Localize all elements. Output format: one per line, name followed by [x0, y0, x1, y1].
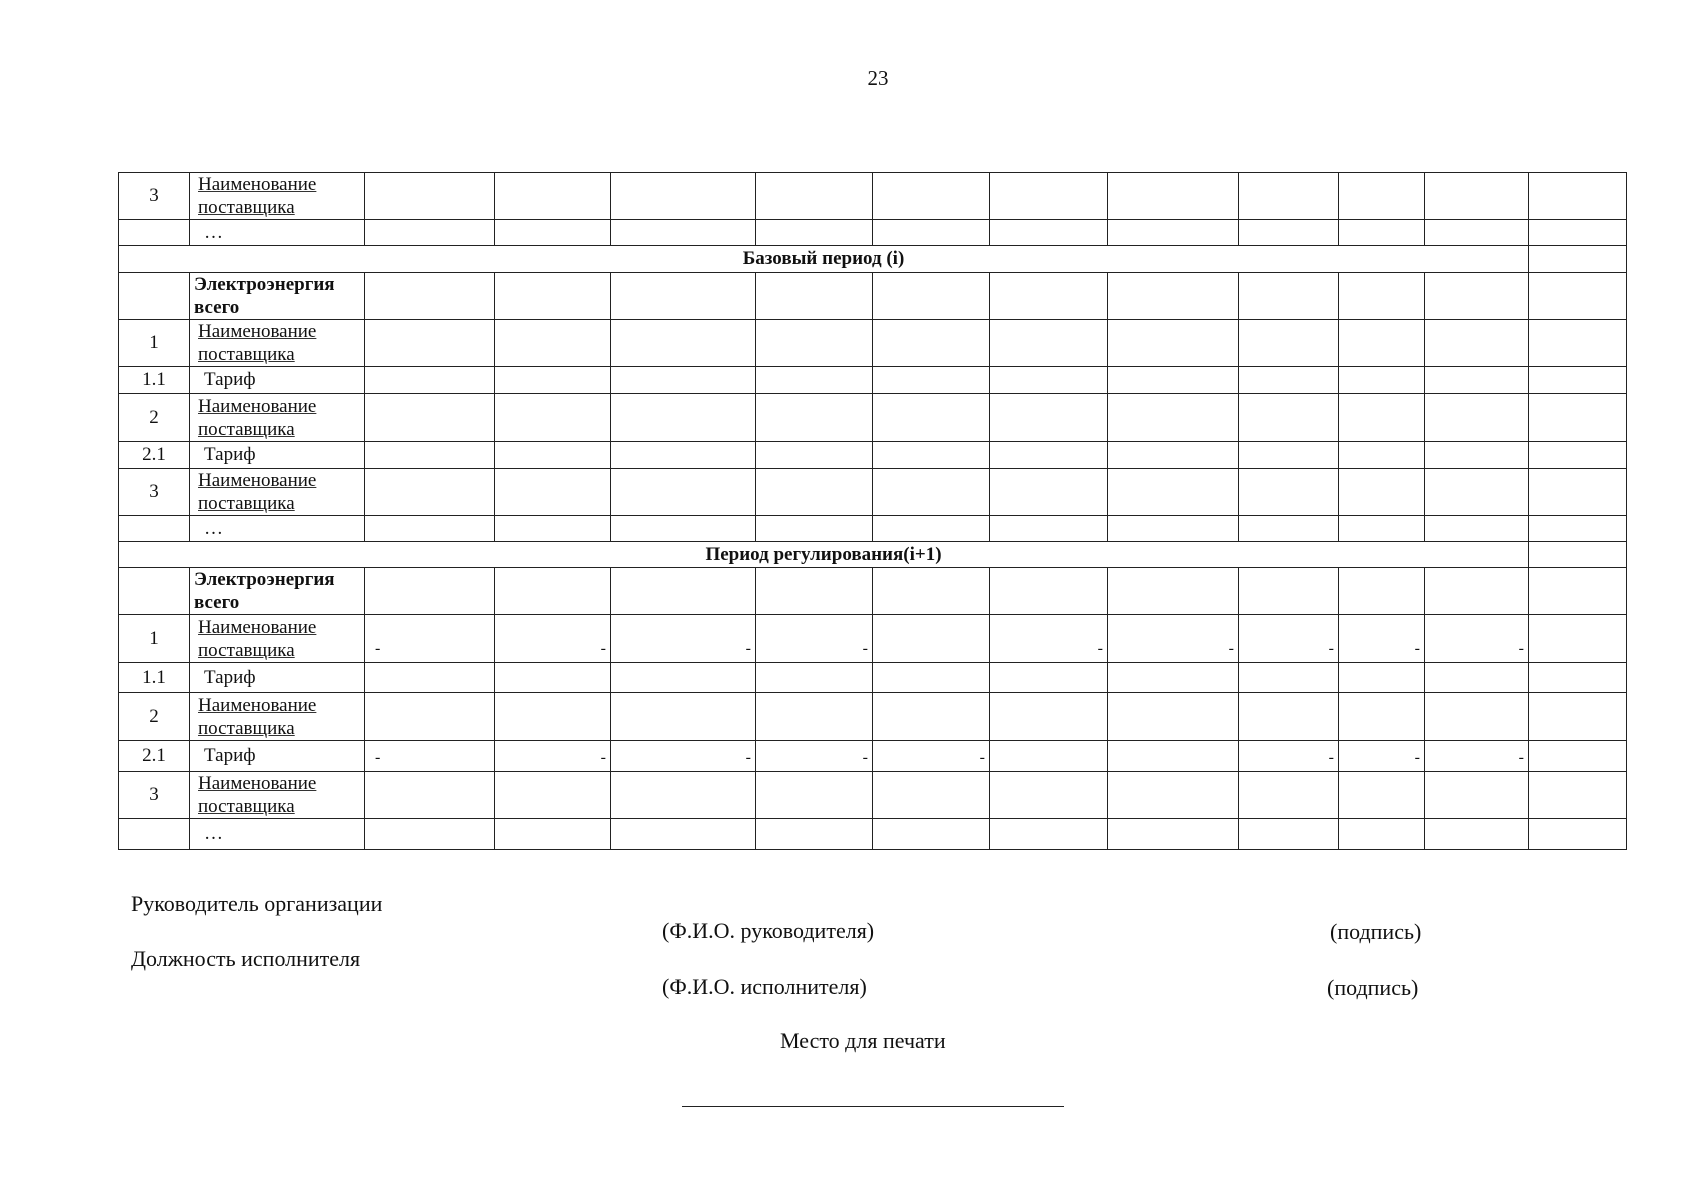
- supplier-name-line1: Наименование: [198, 395, 317, 417]
- dash-mark: -: [1239, 615, 1339, 663]
- supplier-name-line2: поставщика: [198, 493, 295, 514]
- dash-mark: -: [611, 741, 756, 772]
- table-row: [119, 469, 1627, 516]
- dash-mark: -: [365, 741, 495, 772]
- table-row: [119, 516, 1627, 542]
- section-header-row: [119, 542, 1627, 568]
- dash-mark: -: [495, 741, 611, 772]
- table-row: [119, 663, 1627, 693]
- page-number: 23: [867, 66, 889, 90]
- table-row: [119, 615, 1627, 663]
- dash-mark: -: [873, 741, 990, 772]
- supplier-name-line2: поставщика: [198, 197, 295, 218]
- supplier-name-cell: [190, 320, 365, 367]
- row-number: [119, 516, 190, 542]
- table-row: [119, 220, 1627, 246]
- dash-mark: -: [495, 615, 611, 663]
- table-row: [119, 367, 1627, 394]
- supplier-name-cell: [190, 772, 365, 819]
- supplier-name-line1: Наименование: [198, 616, 317, 638]
- row-number: 1: [119, 615, 190, 663]
- supplier-name-line2: поставщика: [198, 418, 295, 440]
- total-line2: всего: [194, 592, 240, 613]
- supplier-name-line1: Наименование: [198, 470, 317, 491]
- total-line2: всего: [194, 297, 240, 318]
- total-line1: Электроэнергия: [194, 274, 335, 295]
- executor-fio-label: (Ф.И.О. исполнителя): [662, 974, 867, 999]
- dash-mark: -: [1339, 741, 1425, 772]
- tariff-cell: Тариф: [190, 442, 365, 469]
- ellipsis-cell: …: [190, 819, 365, 850]
- supplier-name-cell: [190, 469, 365, 516]
- tariff-cell: Тариф: [190, 663, 365, 693]
- table-row: [119, 394, 1627, 442]
- row-number: 1.1: [119, 367, 190, 394]
- supplier-name-line1: Наименование: [198, 174, 317, 195]
- dash-mark: -: [1108, 615, 1239, 663]
- supplier-name-line1: Наименование: [198, 773, 317, 794]
- row-number: 3: [119, 173, 190, 220]
- dash-mark: -: [1425, 615, 1529, 663]
- total-electricity-cell: [190, 273, 365, 320]
- dash-mark: -: [1425, 741, 1529, 772]
- dash-mark: -: [611, 615, 756, 663]
- row-number: [119, 819, 190, 850]
- head-fio-label: (Ф.И.О. руководителя): [662, 918, 875, 943]
- dash-mark: -: [1339, 615, 1425, 663]
- section-header-row: [119, 246, 1627, 273]
- table-row: [119, 693, 1627, 741]
- dash-mark: -: [756, 741, 873, 772]
- tariff-cell: Тариф: [190, 741, 365, 772]
- tariff-cell: Тариф: [190, 367, 365, 394]
- supplier-name-line2: поставщика: [198, 717, 295, 739]
- row-number: [119, 220, 190, 246]
- dash-mark: -: [990, 615, 1108, 663]
- table-row: [119, 772, 1627, 819]
- row-number: 1.1: [119, 663, 190, 693]
- ellipsis-cell: …: [190, 516, 365, 542]
- bottom-divider-line: [682, 1106, 1064, 1107]
- dash-mark: -: [365, 615, 495, 663]
- row-number: 2: [119, 394, 190, 442]
- supplier-name-cell: [190, 693, 365, 741]
- total-line1: Электроэнергия: [194, 569, 335, 590]
- supplier-name-line1: Наименование: [198, 321, 317, 342]
- row-number: 1: [119, 320, 190, 367]
- dash-mark: -: [756, 615, 873, 663]
- supplier-name-cell: [190, 173, 365, 220]
- head-signature-label: (подпись): [1330, 919, 1422, 944]
- dash-mark: -: [1239, 741, 1339, 772]
- supplier-table: [118, 172, 1627, 850]
- row-number: 3: [119, 469, 190, 516]
- supplier-name-line2: поставщика: [198, 796, 295, 817]
- row-number: 3: [119, 772, 190, 819]
- table-row: [119, 568, 1627, 615]
- stamp-place-label: Место для печати: [780, 1028, 946, 1053]
- supplier-name-cell: [190, 615, 365, 663]
- supplier-name-line1: Наименование: [198, 694, 317, 716]
- table-row: [119, 173, 1627, 220]
- head-label: Руководитель организации: [131, 891, 383, 916]
- row-number: 2.1: [119, 741, 190, 772]
- section-title-regulation-period: Период регулирования(i+1): [119, 542, 1529, 568]
- executor-signature-label: (подпись): [1327, 975, 1419, 1000]
- table-row: [119, 819, 1627, 850]
- supplier-name-line2: поставщика: [198, 639, 295, 661]
- table-row: [119, 442, 1627, 469]
- table-row: [119, 273, 1627, 320]
- ellipsis-cell: …: [190, 220, 365, 246]
- table-row: [119, 741, 1627, 772]
- total-electricity-cell: [190, 568, 365, 615]
- supplier-name-line2: поставщика: [198, 344, 295, 365]
- row-number: 2.1: [119, 442, 190, 469]
- supplier-name-cell: [190, 394, 365, 442]
- section-title-base-period: Базовый период (i): [119, 246, 1529, 273]
- table-row: [119, 320, 1627, 367]
- row-number: 2: [119, 693, 190, 741]
- executor-label: Должность исполнителя: [131, 946, 361, 971]
